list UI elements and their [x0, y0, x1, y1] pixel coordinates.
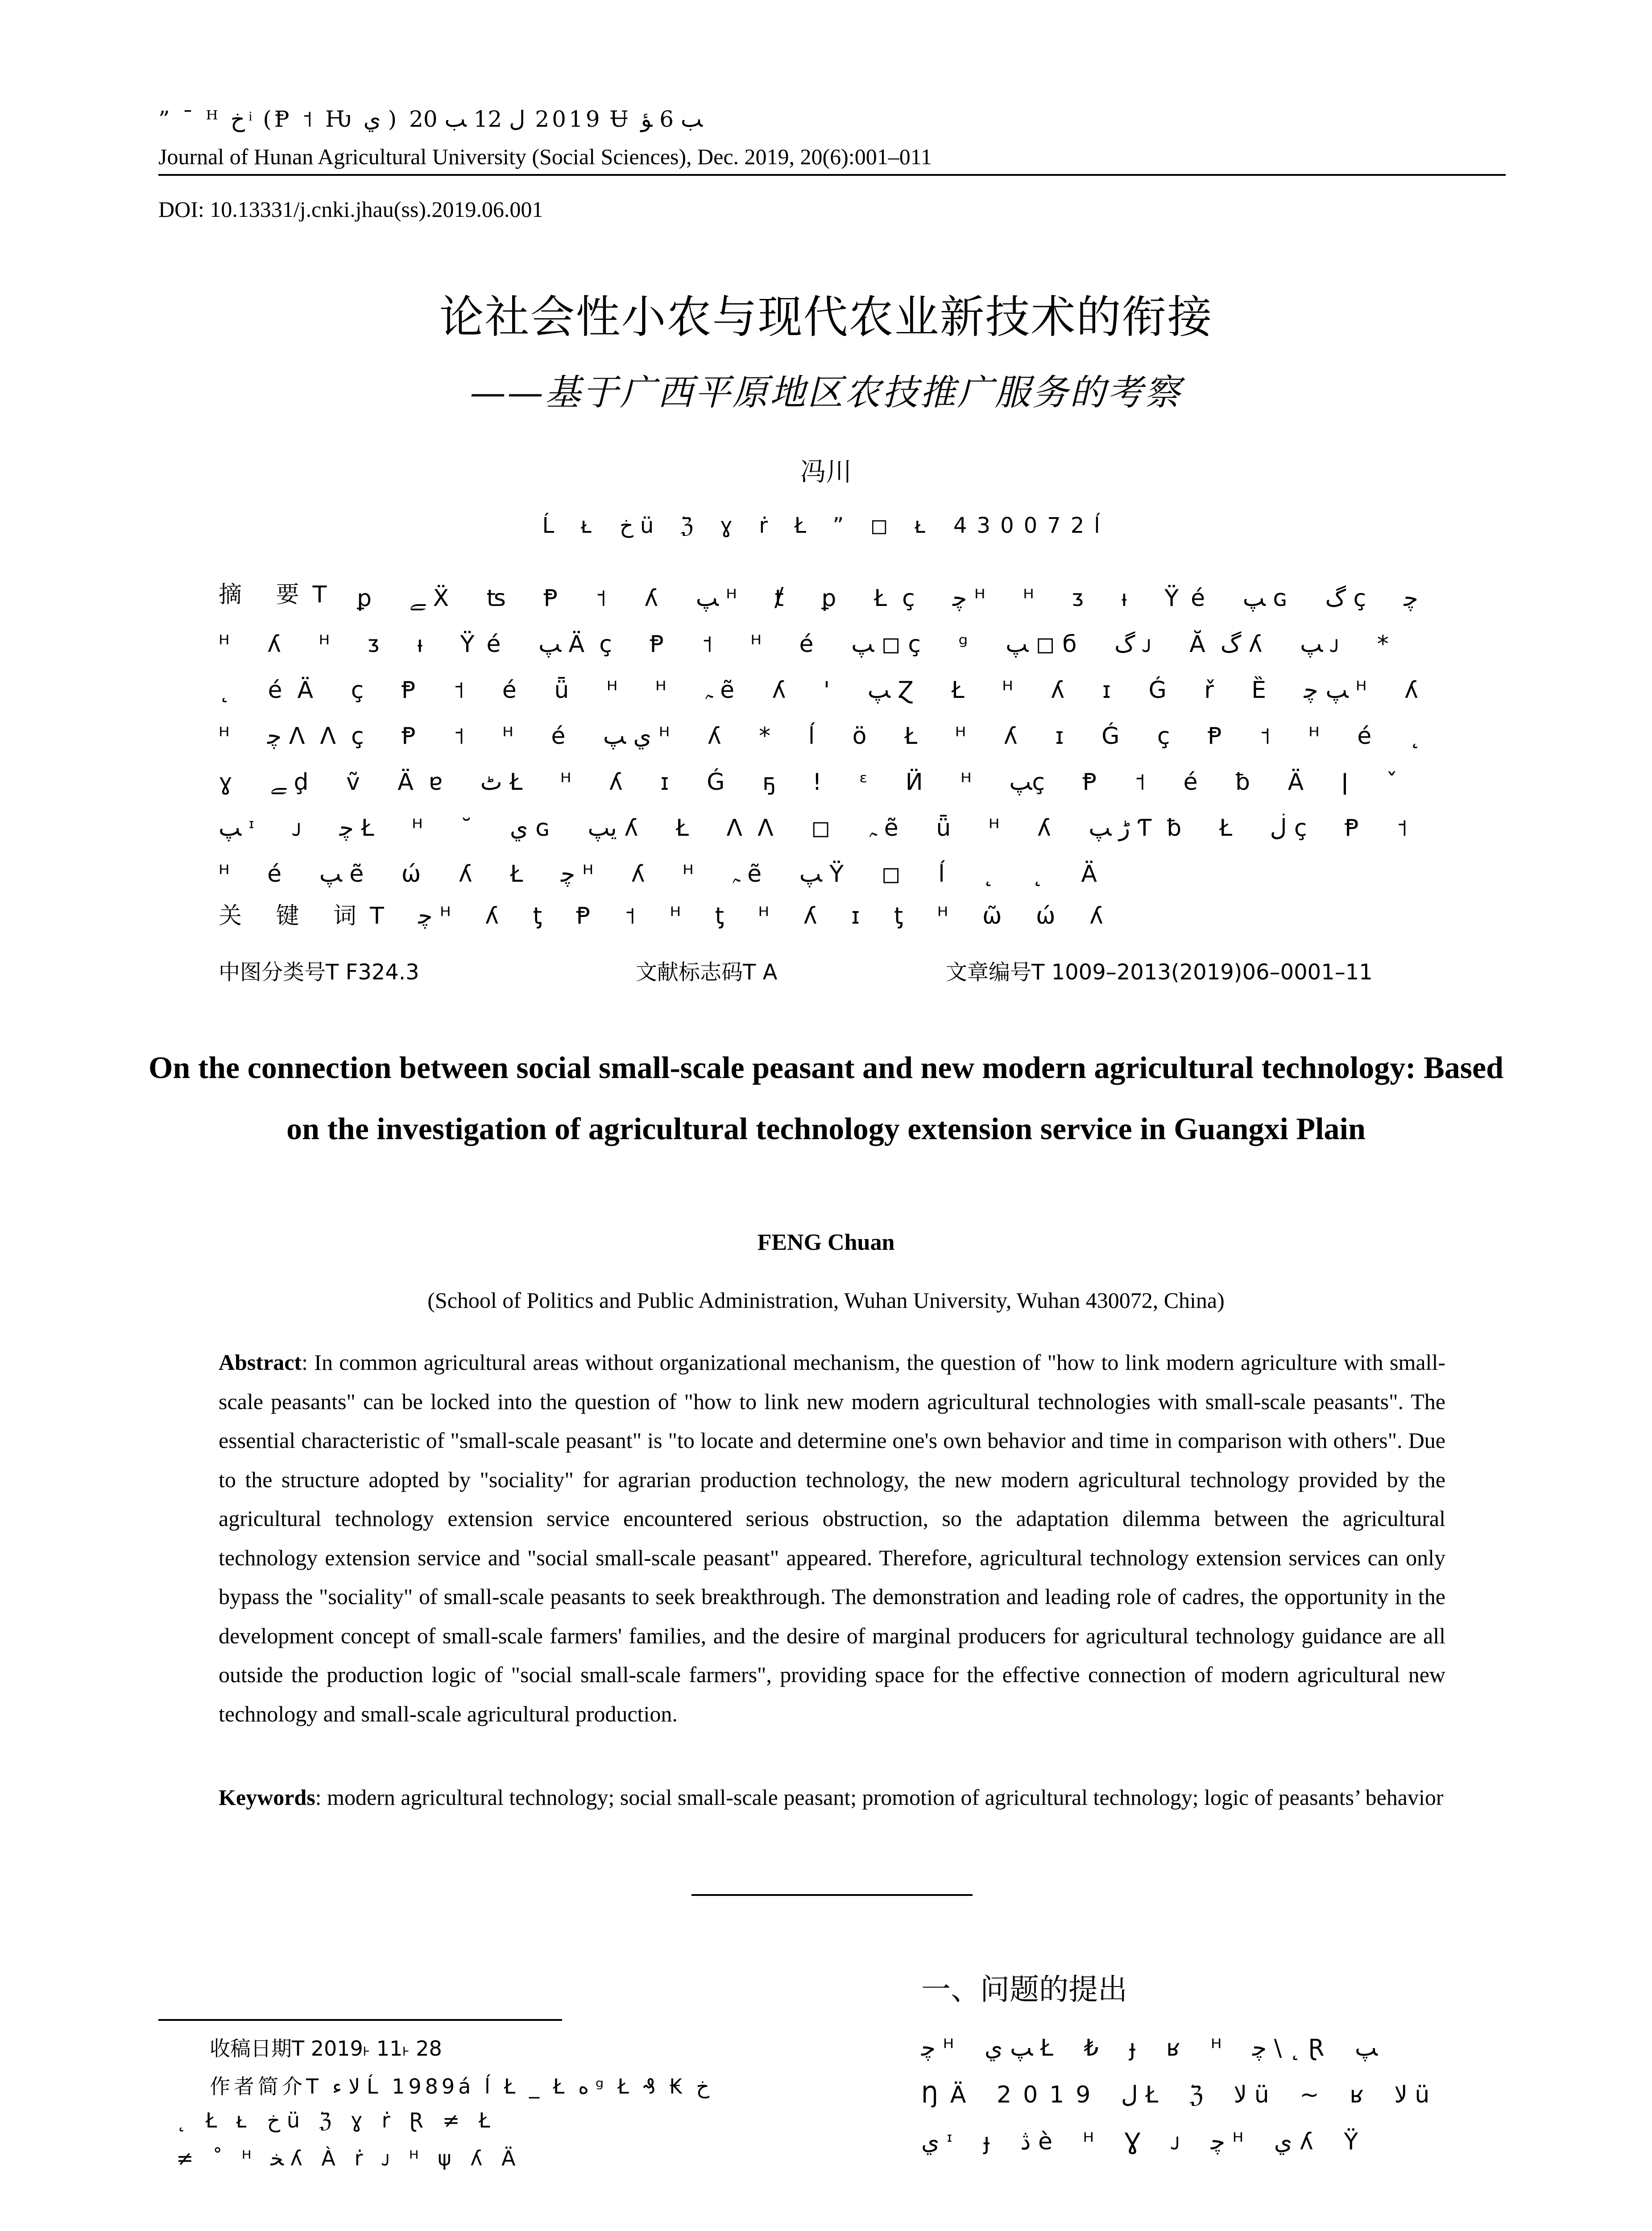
header-rule — [158, 174, 1506, 176]
section-heading: 一、问题的提出 — [921, 1972, 1127, 2007]
keywords-en — [219, 1778, 1445, 1817]
body-line: ŊÄ 2019 ﻝ Ł ℨ ﻻ ü ~ ʁ ﻻ ü — [921, 2082, 1441, 2108]
abstract-en — [219, 1343, 1445, 1733]
footnote-rule — [158, 2019, 562, 2021]
journal-header-cn: ” ¯ ᴴ ﺥ ͥ (Ᵽ ˦ Ƕ ﻱ ) 2019 ﻝ 12 ﺐ 20 Ʉ ﺐ 6 ﺆ — [158, 106, 703, 132]
author-bio-line: ≠ ˚ ᴴ ﺨ ʎ À ṙ ᴊ ᴴ ψ ʎ Ä — [176, 2146, 522, 2170]
body-line: ﭼ ᴴ ﭗ ﻱ Ł ₺ ɟ ʁ ᴴ ﭼ \ ˛ Ɽ ﭗ — [921, 2035, 1378, 2061]
abstract-cn-body: ꝑ ﮯ Ẍ ʦ Ᵽ ˦ ʎ ﭗ ᴴ ⱦ ꝑ Łç ﭼ ᴴ ᴴ ᴣ ᵼ Ÿé ﭗ ɢ گ ç ﭼ ᴴ ʎ ᴴ ᴣ ᵼ Ÿé ﭗ Äç Ᵽ ˦ ᴴ é ﭗ ◻ ç ᵍ ﭗ ◻ б گ ᴊ Ăگ ʎ ﭗ ᴊ * ˛ éÄ ç Ᵽ ˦ é ǖ ᴴ ᴴ ﮧ ẽ ʎ ' ﭗ Ɀ Ł ᴴ ʎ ɪ Ǵ ř Ȅ ﭗ ﭼ ᴴ ʎ ᴴ ﭼ ɅɅç Ᵽ ˦ ᴴ é ﻱ ﭗ ᴴ ʎ * ĺ ö Ł ᴴ ʎ ɪ Ǵ ç Ᵽ ˦ ᴴ é ˛ ɣ ﮯ ḑ ṽ Äɐ ٹ Ł ᴴ ʎ ɪ Ǵ ҕ ! ᵋ Ӥ ᴴ ﭗç Ᵽ ˦ é ƀ Ä ǀ ˇ ﭗ ᶦ ᴊ ﭼ Ł ᴴ ˘ ﻱ ɢ ﯾﭗ ʎ Ł ɅɅ ◻ ﮧ ẽ ǖ ᴴ ʎ ڑ ﭗ Ƭƀ Ł ڶ ç Ᵽ ˦ ᴴ é ﭗ ẽ ώ ʎ Ł ﭼ ᴴ ʎ ᴴ ﮧ ẽ ﭗ Ÿ ◻ ĺ ˛ ˛ Ä — [219, 585, 1436, 887]
article-number: 文章编号T 1009–2013(2019)06–0001–11 — [946, 960, 1373, 985]
journal-header-en: Journal of Hunan Agricultural University (Social Sciences), Dec. 2019, 20(6):001–011 — [158, 144, 932, 169]
author-en: FENG Chuan — [757, 1230, 895, 1255]
received-date: 收稿日期T 2019˫ 11˫ 28 — [210, 2036, 442, 2061]
author-bio-line: ˛ Ł ᴌ ﺥ ü ℨ ɣ ṙ Ɽ ≠ Ł — [176, 2108, 497, 2132]
section-divider — [691, 1894, 973, 1896]
abstract-cn-label: 摘 要T — [219, 581, 340, 608]
body-line: ﻱ ᶦ ɟ ڎ è ᴴ Ɣ ᴊ ﭼ ᴴ ﻱ ʎ Ÿ — [921, 2128, 1370, 2155]
subtitle-cn: ——基于广西平原地区农技推广服务的考察 — [470, 372, 1182, 413]
doi[interactable]: DOI: 10.13331/j.cnki.jhau(ss).2019.06.001 — [158, 197, 543, 222]
abstract-en-body: : In common agricultural areas without organizational mechanism, the question of "how to link modern agriculture with small-scale peasants" can be locked into the question of "how to link new modern agricultural technologies with small-scale peasants". The essential characteristic of "small-scale peasant" is "to locate and determine one's own behavior and time in comparison with others". Due to the structure adopted by "sociality" for agrarian production technology, the new modern agricultural technology provided by the agricultural technology extension service encountered serious obstruction, so the adaptation dilemma between the agricultural technology extension service and "social small-scale peasant" appeared. Therefore, agricultural technology extension services can only bypass the "sociality" of small-scale peasants to seek breakthrough. The demonstration and leading role of cadres, the opportunity in the development concept of small-scale farmers' families, and the desire of marginal producers for agricultural technology guidance are all outside the production logic of "social small-scale farmers", providing space for the effective connection of modern agricultural new technology and small-scale agricultural production. — [219, 1350, 1445, 1726]
title-cn: 论社会性小农与现代农业新技术的衔接 — [439, 291, 1213, 343]
keywords-en-body: : modern agricultural technology; social small-scale peasant; promotion of agricultural technology; logic of peasants’ behavior — [315, 1785, 1444, 1810]
keywords-cn: 关 键 词T ﭼ ᴴ ʎ ƫ Ᵽ ˦ ᴴ ƫ ᴴ ʎ ɪ ƫ ᴴ ῶ ώ ʎ — [219, 903, 1117, 929]
title-en: On the connection between social small-scale peasant and new modern agricultural technology: Based on the investigation of agricultural technology extension service in Guangxi Plain — [148, 1051, 1504, 1146]
document-code: 文献标志码T A — [636, 960, 778, 985]
author-cn: 冯川 — [800, 456, 852, 487]
affiliation-cn: Ĺ ᴌ ﺥ ü ℨ ɣ ṙ Ł ” ◻ ᴌ 430072ĺ — [542, 513, 1110, 538]
abstract-en-label: Abstract — [219, 1350, 302, 1375]
affiliation-en: (School of Politics and Public Administration, Wuhan University, Wuhan 430072, China) — [427, 1288, 1225, 1313]
clc-number: 中图分类号T F324.3 — [219, 960, 419, 985]
keywords-en-label: Keywords — [219, 1785, 315, 1810]
author-bio: 作者简介T ﻻ ﺀ Ĺ 1989á ĺ Ł _ Ł ﻩ ᵍ Ł ₰ ₭ ﺥ — [210, 2074, 709, 2098]
